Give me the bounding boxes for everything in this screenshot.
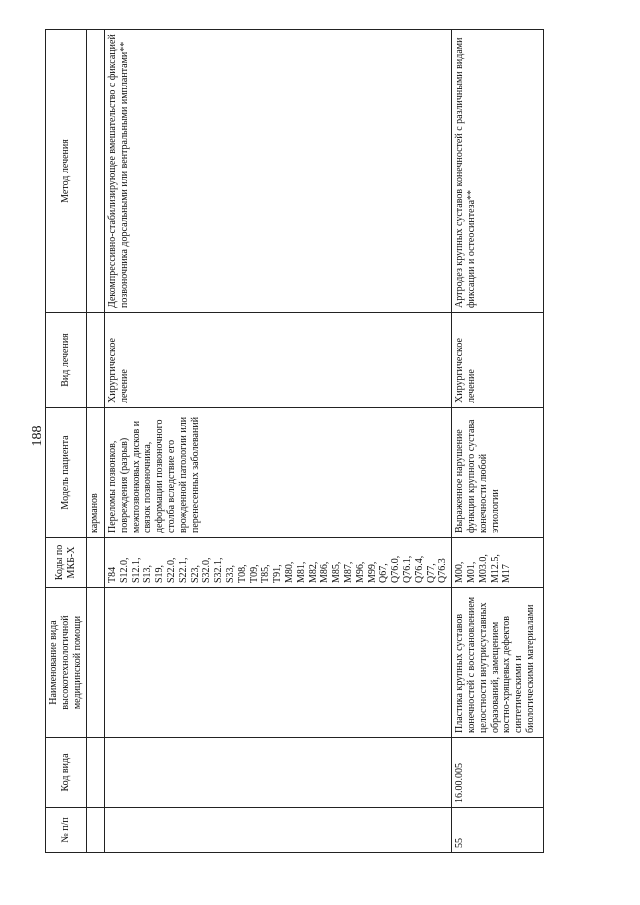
rotated-page-content <box>45 30 550 853</box>
table-row <box>87 30 105 853</box>
cell-method: Артродез крупных суставов конечностей с различными видами фиксации и остеосинтеза** <box>452 30 544 313</box>
table-row <box>105 30 452 853</box>
cell-name: Пластика крупных суставов конечностей с восстановлением целостности внутрисуставных образований, замещением костно-хрящевых дефектов синтетическими и биологическими материалами <box>452 588 544 738</box>
cell-treatment: Хирургическое лечение <box>452 313 544 408</box>
cell-mkb: T84 S12.0, S12.1, S13, S19, S22.0, S22.1, S23, S32.0, S32.1, S33, T08, T09, T85, T91, M80, M81, M82, M86, M85, M87, M96, M99, Q67, Q76.0, Q76.1, Q76.4, Q77, Q76.3 <box>105 538 452 588</box>
header-name: Наименование вида высокотехнологичной медицинской помощи <box>46 588 87 738</box>
table-header <box>46 30 87 853</box>
cell-name <box>105 588 452 738</box>
cell-treatment <box>87 313 105 408</box>
table-row <box>452 30 544 853</box>
header-mkb: Коды по МКБ-Х <box>46 538 87 588</box>
cell-model: Выраженное нарушение функции крупного сустава конечности любой этиологии <box>452 408 544 538</box>
cell-mkb <box>87 538 105 588</box>
cell-name <box>87 588 105 738</box>
cell-model: карманов <box>87 408 105 538</box>
cell-mkb: M00, M01, M03.0, M12.5, M17 <box>452 538 544 588</box>
cell-model: Переломы позвонков, повреждения (разрыв) межпозвонковых дисков и связок позвоночника, деформации позвоночного столба вследствие его врожденной патологии или перенесенных заболеваний <box>105 408 452 538</box>
cell-method: Декомпрессивно-стабилизирующее вмешательство с фиксацией позвоночника дорсальными или вентральными имплантами** <box>105 30 452 313</box>
header-num: № п/п <box>46 808 87 853</box>
header-model: Модель пациента <box>46 408 87 538</box>
cell-num <box>87 808 105 853</box>
treatment-table <box>45 29 544 853</box>
cell-code <box>87 738 105 808</box>
cell-method <box>87 30 105 313</box>
cell-treatment: Хирургическое лечение <box>105 313 452 408</box>
header-treatment: Вид лечения <box>46 313 87 408</box>
cell-num: 55 <box>452 808 544 853</box>
header-code: Код вида <box>46 738 87 808</box>
page-number: 188 <box>30 425 45 447</box>
header-method: Метод лечения <box>46 30 87 313</box>
cell-code <box>105 738 452 808</box>
cell-num <box>105 808 452 853</box>
cell-code: 16.00.005 <box>452 738 544 808</box>
